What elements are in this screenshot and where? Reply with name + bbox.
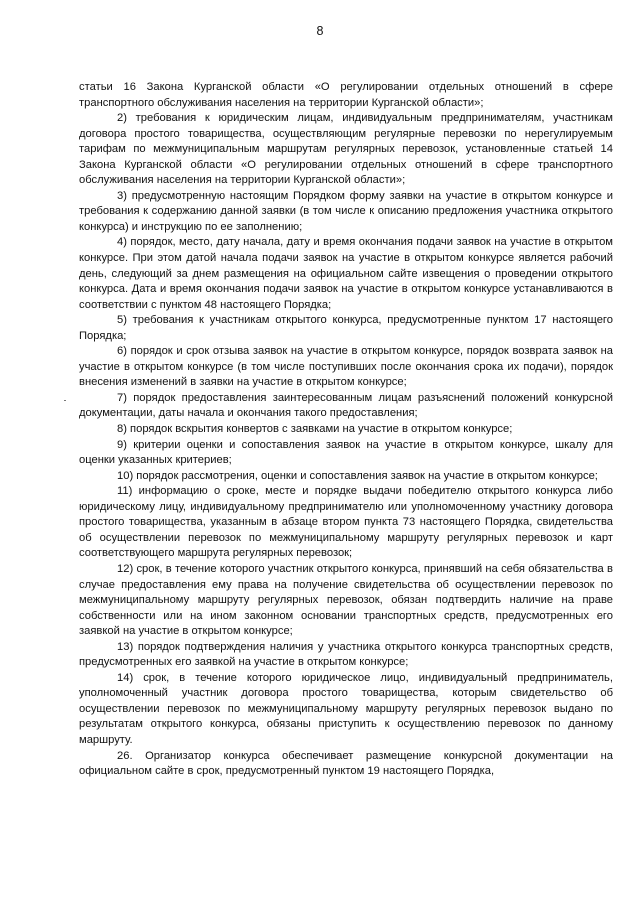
paragraph-clause-26: 26. Организатор конкурса обеспечивает размещение конкурсной документации на официальном сайте в срок, предусмотренный пунктом 19 настоящего Порядка, xyxy=(79,749,613,778)
paragraph-item-7: 7) порядок предоставления заинтересованным лицам разъяснений положений конкурсной документации, даты начала и окончания такого предоставления; xyxy=(79,391,613,420)
paragraph-continuation: статьи 16 Закона Курганской области «О регулировании отдельных отношений в сфере транспортного обслуживания населения на территории Курганской области»; xyxy=(79,81,613,109)
paragraph-item-6: 6) порядок и срок отзыва заявок на участие в открытом конкурсе, порядок возврата заявок на участие в открытом конкурсе (в том числе поступивших после окончания срока их подачи), порядок внесения изменений в заявки на участие в открытом конкурсе; xyxy=(79,345,613,389)
paragraph-item-12: 12) срок, в течение которого участник открытого конкурса, принявший на себя обязательства в случае предоставления ему права на получение свидетельства об осуществлении перевозок по межмуниципальному маршруту регулярных перевозок, обязан подтвердить наличие на праве собственности или на ином законном основании транспортных средств, предусмотренных его заявкой на участие в открытом конкурсе; xyxy=(79,562,613,638)
paragraph-item-9: 9) критерии оценки и сопоставления заявок на участие в открытом конкурсе, шкалу для оценки указанных критериев; xyxy=(79,438,613,467)
paragraph-item-14: 14) срок, в течение которого юридическое лицо, индивидуальный предприниматель, уполномоченный участник договора простого товарищества, которым свидетельство об осуществлении перевозок по межмуниципальному маршруту регулярных перевозок выдано по результатам открытого конкурса, обязаны приступить к осуществлению перевозок по данному маршруту. xyxy=(79,671,613,746)
paragraph-item-5: 5) требования к участникам открытого конкурса, предусмотренные пунктом 17 настоящего Порядка; xyxy=(79,314,613,342)
paragraph-item-8: 8) порядок вскрытия конвертов с заявками на участие в открытом конкурсе; xyxy=(117,423,513,436)
page-number: 8 xyxy=(316,24,324,38)
paragraph-item-13: 13) порядок подтверждения наличия у участника открытого конкурса транспортных средств, предусмотренных его заявкой на участие в открытом конкурсе; xyxy=(79,640,613,669)
scan-speck xyxy=(64,400,66,401)
document-body xyxy=(79,80,613,780)
paragraph-item-2: 2) требования к юридическим лицам, индивидуальным предпринимателям, участникам договора простого товарищества, осуществляющим регулярные перевозки по нерегулируемым тарифам по межмуниципальным маршрутам регулярных перевозок, установленные статьей 14 Закона Курганской области «О регулировании отдельных отношений в сфере транспортного обслуживания населения на территории Курганской области»; xyxy=(79,112,613,187)
paragraph-item-4: 4) порядок, место, дату начала, дату и время окончания подачи заявок на участие в открытом конкурсе. При этом датой начала подачи заявок на участие в открытом конкурсе является рабочий день, следующий за днем размещения на официальном сайте извещения о проведении открытого конкурса. Дата и время окончания подачи заявок на участие в открытом конкурсе устанавливаются в соответствии с пунктом 48 настоящего Порядка; xyxy=(79,236,613,311)
paragraph-item-11: 11) информацию о сроке, месте и порядке выдачи победителю открытого конкурса либо юридическому лицу, индивидуальному предпринимателю или уполномоченному участнику договора простого товарищества, указанным в абзаце втором пункта 73 настоящего Порядка, свидетельства об осуществлении перевозок по межмуниципальному маршруту регулярных перевозок и карт соответствующего маршрута регулярных перевозок; xyxy=(79,485,613,560)
paragraph-item-3: 3) предусмотренную настоящим Порядком форму заявки на участие в открытом конкурсе и требования к содержанию данной заявки (в том числе к описанию предложения участника открытого конкурса) и инструкцию по ее заполнению; xyxy=(79,189,613,233)
paragraph-item-10: 10) порядок рассмотрения, оценки и сопоставления заявок на участие в открытом конкурсе; xyxy=(117,469,598,482)
